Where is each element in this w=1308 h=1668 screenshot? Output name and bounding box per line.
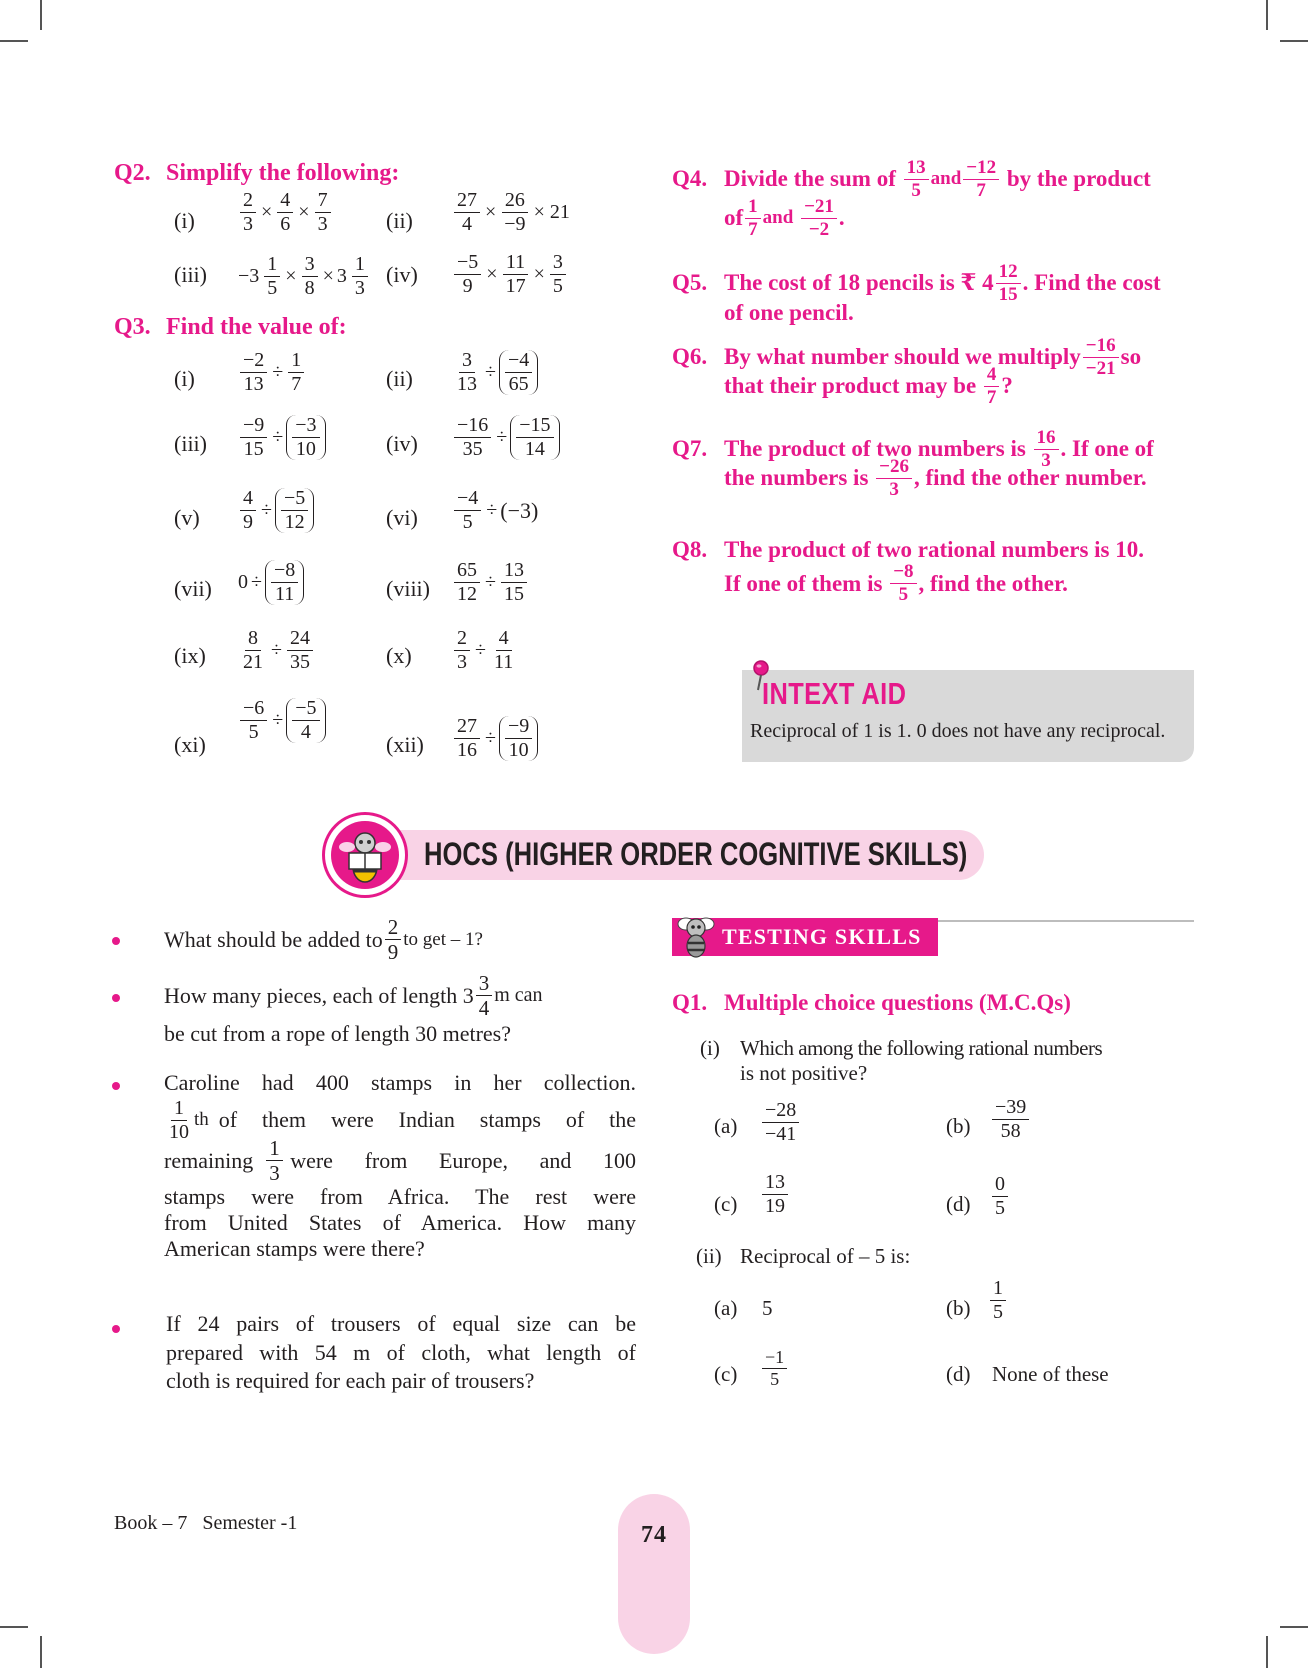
- numerator: −26: [876, 457, 912, 479]
- q7-text: the numbers is: [724, 465, 869, 491]
- option-c-label: (c): [714, 1362, 738, 1386]
- q3-v-label: (v): [174, 505, 200, 530]
- operator: ÷: [496, 426, 508, 448]
- q3-v-expression: [238, 488, 314, 533]
- numerator: 1: [288, 350, 304, 373]
- q2-i-expression: [238, 190, 333, 235]
- denominator: 3: [457, 651, 467, 673]
- hocs-q1-text: What should be added to: [164, 926, 383, 952]
- q3-heading: [114, 314, 347, 341]
- numerator: 26: [502, 190, 528, 213]
- numerator: −15: [516, 415, 553, 438]
- option-b-label: (b): [946, 1296, 971, 1320]
- operator: ÷: [261, 499, 272, 521]
- q7-number: Q7.: [672, 436, 708, 462]
- operator: ÷: [271, 639, 282, 661]
- numerator: 27: [454, 190, 480, 213]
- option-b: [988, 1278, 1008, 1323]
- denominator: 8: [304, 277, 315, 299]
- q4-number: Q4.: [672, 166, 708, 192]
- denominator: 6: [280, 213, 291, 235]
- denominator: 4: [462, 213, 472, 235]
- q3-xii-expression: [452, 716, 538, 761]
- hocs-q3-text: Caroline had 400 stamps in her collection.: [164, 1070, 636, 1095]
- numerator: 27: [454, 716, 480, 739]
- denominator: 3: [269, 1160, 280, 1185]
- intext-aid-text: Reciprocal of 1 is 1. 0 does not have any reciprocal.: [750, 720, 1166, 742]
- q3-number: Q3.: [114, 314, 151, 340]
- numerator: 7: [315, 190, 331, 213]
- bullet-dot: [112, 994, 120, 1002]
- hocs-title: HOCS (HIGHER ORDER COGNITIVE SKILLS): [424, 836, 968, 872]
- numerator: 2: [385, 916, 402, 940]
- numerator: 13: [904, 158, 929, 180]
- q3-x-label: (x): [386, 643, 412, 668]
- denominator: 3: [354, 277, 365, 299]
- denominator: 16: [457, 739, 477, 761]
- q6-number: Q6.: [672, 344, 708, 370]
- denominator: 13: [457, 373, 477, 395]
- numerator: −4: [454, 488, 481, 511]
- numerator: 0: [992, 1174, 1008, 1197]
- hocs-q4-text: cloth is required for each pair of trousers?: [166, 1368, 535, 1394]
- numerator: 4: [240, 488, 256, 511]
- denominator: 3: [243, 213, 253, 235]
- book-label: Book – 7: [114, 1512, 188, 1534]
- option-d-label: (d): [946, 1362, 971, 1386]
- q4-period: .: [838, 205, 845, 231]
- q3-vi-label: (vi): [386, 505, 418, 530]
- page-number-tab: [618, 1494, 690, 1654]
- hocs-q3-text: remaining: [164, 1147, 254, 1173]
- q6-text: so: [1120, 344, 1142, 370]
- q3-xii-label: (xii): [386, 732, 424, 757]
- denominator: 5: [993, 1301, 1003, 1323]
- numerator: −8: [271, 560, 298, 583]
- q3-viii-expression: [452, 560, 529, 605]
- hocs-q2-text: How many pieces, each of length 3: [164, 982, 474, 1008]
- option-a: 5: [762, 1296, 773, 1320]
- page-number: 74: [641, 1522, 667, 1548]
- operator: ÷: [475, 639, 486, 661]
- option-a: [760, 1100, 801, 1145]
- denominator: −2: [808, 218, 830, 240]
- operator: ÷: [485, 361, 496, 383]
- denominator: 11: [274, 583, 295, 605]
- hocs-q2-text: be cut from a rope of length 30 metres?: [164, 1021, 511, 1047]
- numerator: 4: [277, 190, 293, 213]
- denominator: 5: [267, 277, 278, 299]
- denominator: 7: [976, 179, 986, 201]
- q3-ix-expression: [238, 628, 315, 673]
- crop-mark: [40, 0, 42, 30]
- q4-and: and: [930, 168, 962, 190]
- denominator: 21: [243, 651, 263, 673]
- operator: ×: [485, 201, 497, 223]
- option-b-label: (b): [946, 1114, 971, 1138]
- hocs-q2-text: m can: [494, 983, 543, 1006]
- q4-text: of: [724, 205, 744, 231]
- numerator: 3: [550, 252, 566, 275]
- q2-number: Q2.: [114, 160, 151, 186]
- hocs-q3-text: American stamps were there?: [164, 1235, 425, 1261]
- denominator: 4: [478, 996, 490, 1021]
- q3-x-expression: [452, 628, 518, 673]
- denominator: 7: [748, 218, 758, 240]
- hocs-badge: [322, 812, 408, 898]
- denominator: 11: [493, 651, 514, 673]
- operator: ÷: [486, 499, 498, 521]
- hocs-q2: [164, 972, 636, 1049]
- numerator: 3: [476, 972, 493, 996]
- whole-part: −3: [238, 265, 260, 287]
- denominator: 5: [911, 179, 921, 201]
- mcq-title: Multiple choice questions (M.C.Qs): [724, 990, 1071, 1015]
- q2-i-label: (i): [174, 208, 195, 233]
- operator: ÷: [485, 571, 496, 593]
- q2-iii-expression: [238, 254, 370, 299]
- hocs-q1: [164, 916, 483, 963]
- q7-text: , find the other number.: [913, 465, 1147, 491]
- mcq-i-text: Which among the following rational numbers: [740, 1036, 1103, 1060]
- q8-text: , find the other.: [918, 570, 1068, 596]
- denominator: 10: [295, 438, 316, 460]
- denominator: 35: [289, 651, 310, 673]
- bee-reading-icon: [331, 821, 399, 889]
- numerator: 16: [1034, 428, 1059, 450]
- numerator: 1: [266, 1137, 283, 1161]
- numerator: −2: [240, 350, 267, 373]
- denominator: 5: [770, 1368, 780, 1389]
- q5-block: [672, 262, 1202, 329]
- q8-text: The product of two rational numbers is 10.: [724, 537, 1144, 562]
- testing-skills-title: TESTING SKILLS: [722, 924, 922, 949]
- q3-ii-label: (ii): [386, 366, 413, 391]
- q3-iv-label: (iv): [386, 431, 418, 456]
- pushpin-icon: [750, 660, 772, 697]
- denominator: 9: [462, 275, 473, 297]
- numerator: −12: [963, 158, 999, 180]
- denominator: 65: [508, 373, 529, 395]
- q2-ii-expression: [452, 190, 570, 235]
- q3-vii-expression: [238, 560, 304, 605]
- q5-text: . Find the cost: [1022, 270, 1161, 296]
- denominator: 5: [898, 584, 909, 606]
- denominator: 3: [1041, 449, 1051, 471]
- option-c-label: (c): [714, 1192, 738, 1216]
- q8-number: Q8.: [672, 537, 708, 562]
- denominator: 7: [291, 373, 302, 395]
- numerator: 2: [454, 628, 470, 651]
- numerator: 12: [996, 262, 1021, 284]
- operator: ×: [533, 263, 545, 285]
- denominator: 13: [243, 373, 264, 395]
- operator: ×: [298, 201, 310, 223]
- q2-iii-label: (iii): [174, 262, 207, 287]
- hocs-q1-text: to get – 1?: [403, 928, 483, 950]
- q3-xi-expression: [238, 698, 326, 743]
- bullet-dot: [112, 937, 120, 945]
- denominator: 10: [508, 739, 529, 761]
- denominator: 5: [248, 721, 259, 743]
- hocs-q4-text: prepared with 54 m of cloth, what length of: [166, 1339, 636, 1365]
- bee-icon: [676, 910, 716, 965]
- q3-i-expression: [238, 350, 306, 395]
- numerator: −6: [240, 698, 267, 721]
- numerator: 3: [302, 254, 318, 277]
- multiplier: × 21: [533, 201, 570, 223]
- numerator: 3: [459, 350, 475, 373]
- hocs-q3-text: stamps were from Africa. The rest were: [164, 1184, 636, 1209]
- q3-vi-expression: [452, 488, 538, 533]
- denominator: 15: [503, 583, 524, 605]
- crop-mark: [0, 40, 28, 42]
- hocs-q3-text: from United States of America. How many: [164, 1209, 636, 1235]
- numerator: 24: [287, 628, 313, 651]
- denominator: 15: [998, 283, 1018, 305]
- numerator: 8: [245, 628, 261, 651]
- numerator: −5: [281, 488, 308, 511]
- denominator: 17: [505, 275, 526, 297]
- q3-i-label: (i): [174, 366, 195, 391]
- footer-book: [114, 1512, 297, 1535]
- numerator: 4: [496, 628, 512, 651]
- numerator: −39: [992, 1097, 1029, 1120]
- crop-mark: [1280, 40, 1308, 42]
- q3-xi-label: (xi): [174, 732, 206, 757]
- q4-block: [672, 158, 1202, 240]
- denominator: 4: [300, 721, 311, 743]
- numerator: −28: [762, 1100, 799, 1123]
- crop-mark: [40, 1636, 42, 1668]
- mcq-i-label: (i): [700, 1036, 720, 1060]
- q3-vii-label: (vii): [174, 576, 212, 601]
- mcq-number: Q1.: [672, 990, 708, 1015]
- intext-aid-panel: [742, 670, 1194, 762]
- numerator: −5: [292, 698, 319, 721]
- numerator: −16: [454, 415, 491, 438]
- denominator: 12: [284, 511, 305, 533]
- hocs-q4: [166, 1310, 636, 1396]
- q7-text: . If one of: [1060, 436, 1154, 462]
- option-a-label: (a): [714, 1296, 738, 1320]
- q2-title: Simplify the following:: [166, 160, 400, 186]
- dividend: 0: [238, 571, 248, 593]
- numerator: 1: [171, 1098, 187, 1121]
- hocs-q3: [164, 1068, 636, 1264]
- hocs-q4-text: If 24 pairs of trousers of equal size can be: [166, 1311, 636, 1336]
- q6-text: By what number should we multiply: [724, 344, 1081, 370]
- operator: ×: [486, 263, 498, 285]
- q3-iii-expression: [238, 415, 326, 460]
- operator: ×: [322, 265, 334, 287]
- denominator: 35: [462, 438, 483, 460]
- operator: ÷: [251, 571, 262, 593]
- denominator: 9: [387, 940, 399, 965]
- bullet-dot: [112, 1082, 120, 1090]
- denominator: 58: [1000, 1120, 1021, 1142]
- mcq-ii-label: (ii): [696, 1244, 722, 1268]
- q7-block: [672, 428, 1202, 500]
- denominator: 10: [169, 1120, 189, 1143]
- q3-iii-label: (iii): [174, 431, 207, 456]
- q5-number: Q5.: [672, 270, 708, 296]
- operator: ×: [261, 201, 273, 223]
- numerator: 1: [745, 197, 761, 219]
- option-d-label: (d): [946, 1192, 971, 1216]
- crop-mark: [1266, 1636, 1268, 1668]
- option-c: [760, 1348, 789, 1389]
- numerator: 13: [501, 560, 527, 583]
- denominator: 3: [317, 213, 328, 235]
- q2-iv-expression: [452, 252, 568, 297]
- denominator: 12: [457, 583, 477, 605]
- numerator: −4: [505, 350, 532, 373]
- numerator: 1: [264, 254, 280, 277]
- numerator: −9: [240, 415, 267, 438]
- numerator: −21: [801, 197, 837, 219]
- whole-part: 3: [336, 265, 347, 287]
- operator: ÷: [272, 361, 284, 383]
- numerator: −5: [454, 252, 481, 275]
- q3-ix-label: (ix): [174, 643, 206, 668]
- denominator: 5: [552, 275, 563, 297]
- crop-mark: [1280, 1626, 1308, 1628]
- numerator: 65: [454, 560, 480, 583]
- numerator: −8: [890, 562, 916, 584]
- numerator: 11: [503, 252, 528, 275]
- mcq-ii-question: Reciprocal of – 5 is:: [740, 1244, 911, 1268]
- denominator: 9: [243, 511, 253, 533]
- denominator: −9: [504, 213, 526, 235]
- numerator: −3: [292, 415, 319, 438]
- hocs-q3-text: were from Europe, and 100: [290, 1147, 636, 1173]
- q2-ii-label: (ii): [386, 208, 413, 233]
- hocs-q3-text: of them were Indian stamps of the: [218, 1107, 636, 1133]
- denominator: 15: [243, 438, 264, 460]
- hocs-q3-text: th: [194, 1109, 209, 1131]
- semester-label: Semester -1: [202, 1512, 298, 1534]
- numerator: −16: [1083, 336, 1119, 358]
- operator: ÷: [485, 727, 496, 749]
- q5-text: of one pencil.: [724, 299, 854, 325]
- operator: ×: [285, 265, 297, 287]
- numerator: 13: [762, 1172, 788, 1195]
- denominator: 3: [889, 478, 899, 500]
- hocs-banner: [380, 830, 984, 880]
- q2-iv-label: (iv): [386, 262, 418, 287]
- q3-viii-label: (viii): [386, 576, 430, 601]
- q3-ii-expression: [452, 350, 538, 395]
- q7-text: The product of two numbers is: [724, 436, 1026, 462]
- denominator: 5: [995, 1197, 1005, 1219]
- q6-text: that their product may be: [724, 373, 977, 399]
- denominator: 7: [986, 386, 997, 408]
- bullet-dot: [112, 1325, 120, 1333]
- q4-and: and: [762, 207, 794, 229]
- q6-block: [672, 336, 1202, 408]
- crop-mark: [1266, 0, 1268, 30]
- numerator: 4: [984, 365, 1000, 387]
- numerator: 2: [240, 190, 256, 213]
- q5-text: The cost of 18 pencils is ₹ 4: [724, 270, 994, 296]
- option-c: [760, 1172, 790, 1217]
- option-d: None of these: [992, 1362, 1109, 1386]
- option-b: [990, 1097, 1031, 1142]
- option-a-label: (a): [714, 1114, 738, 1138]
- denominator: 19: [765, 1195, 785, 1217]
- numerator: 1: [990, 1278, 1006, 1301]
- denominator: −21: [1085, 357, 1116, 379]
- q2-heading: [114, 160, 399, 187]
- numerator: −1: [762, 1348, 787, 1369]
- q8-text: If one of them is: [724, 570, 883, 596]
- q3-iv-expression: [452, 415, 560, 460]
- denominator: 5: [462, 511, 473, 533]
- numerator: −9: [505, 716, 532, 739]
- q3-title: Find the value of:: [166, 314, 347, 340]
- q4-text: Divide the sum of: [724, 166, 896, 192]
- denominator: −41: [765, 1123, 797, 1145]
- option-d: [990, 1174, 1010, 1219]
- operator: ÷: [272, 426, 284, 448]
- mcq-i-question: [740, 1036, 1196, 1086]
- q4-text: by the product: [1006, 166, 1151, 192]
- crop-mark: [0, 1626, 28, 1628]
- denominator: 14: [524, 438, 545, 460]
- intext-aid-title: INTEXT AID: [762, 676, 907, 711]
- numerator: 1: [352, 254, 368, 277]
- divisor: (−3): [500, 497, 539, 523]
- q8-block: [672, 534, 1202, 605]
- q6-question-mark: ?: [1001, 373, 1013, 399]
- operator: ÷: [272, 709, 284, 731]
- mcq-i-text: is not positive?: [740, 1061, 868, 1086]
- mcq-heading: [672, 990, 1071, 1016]
